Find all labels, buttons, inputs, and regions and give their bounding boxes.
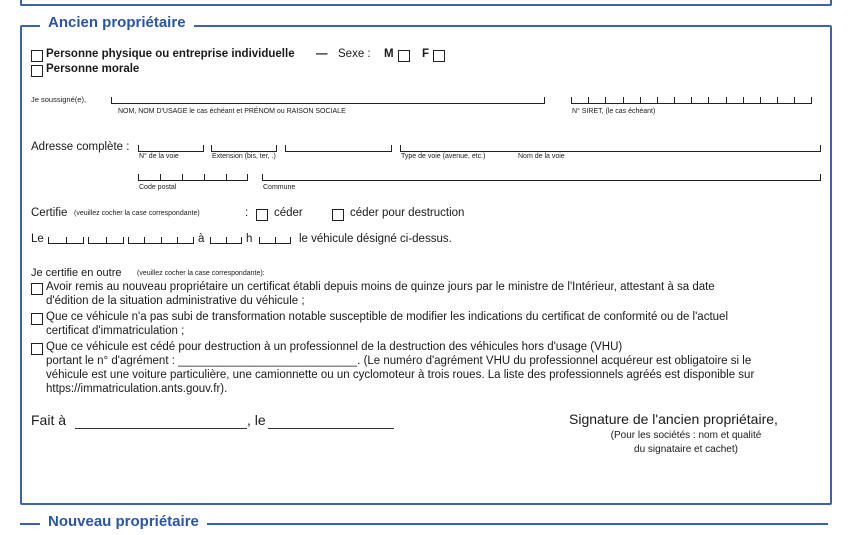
date-h-label: h [246, 233, 253, 245]
item1-line2: d'édition de la situation administrative du véhicule ; [46, 295, 305, 307]
sexe-m-checkbox[interactable] [398, 50, 410, 62]
certifie-note: (veuillez cocher la case correspondante) [74, 210, 200, 217]
date-le-label: Le [31, 233, 44, 245]
nom-voie-hint: Nom de la voie [518, 153, 565, 160]
signature-sub2: du signataire et cachet) [634, 444, 738, 455]
date-a-label: à [198, 233, 205, 245]
soussigne-label: Je soussigné(e), [31, 95, 87, 104]
type-voie-field[interactable] [285, 143, 392, 152]
extension-field[interactable] [211, 143, 277, 152]
commune-field[interactable] [262, 172, 821, 181]
item3-line2: portant le n° d'agrément : ____________________________. (Le numéro d'agrément VHU du professionnel acquéreur est obligatoire si le [46, 355, 752, 367]
name-hint: NOM, NOM D'USAGE le cas échéant et PRÉNOM ou RAISON SOCIALE [118, 108, 346, 115]
ceder-label: céder [274, 207, 303, 219]
date-suffix: le véhicule désigné ci-dessus. [299, 233, 452, 245]
name-field[interactable] [111, 95, 545, 104]
sexe-label: Sexe : [338, 48, 371, 60]
annee-field[interactable] [128, 235, 194, 244]
code-postal-hint: Code postal [139, 184, 177, 191]
certifie-colon: : [245, 207, 249, 219]
item2-line2: certificat d'immatriculation ; [46, 325, 185, 337]
heure-field[interactable] [210, 235, 242, 244]
ceder-destruction-label: céder pour destruction [350, 207, 465, 219]
certifie-outre-note: (veuillez cocher la case correspondante): [137, 270, 265, 277]
ceder-checkbox[interactable] [256, 209, 268, 221]
item2-line1: Que ce véhicule n'a pas subi de transformation notable susceptible de modifier les indications du certificat de conformité ou de l'actuel [46, 311, 728, 323]
commune-hint: Commune [263, 184, 296, 191]
personne-morale-label: Personne morale [46, 63, 140, 75]
jour-field[interactable] [48, 235, 84, 244]
previous-section-frame [20, 0, 832, 6]
item3-line3: véhicule est une voiture particulière, une camionnette ou un cyclomoteur à trois roues. La liste des professionnels agréés est disponible sur [46, 369, 755, 381]
item2-checkbox[interactable] [31, 313, 43, 325]
item3-line4: https://immatriculation.ants.gouv.fr). [46, 383, 228, 395]
signature-title: Signature de l'ancien propriétaire, [569, 411, 778, 427]
minute-field[interactable] [259, 235, 291, 244]
item3-line1: Que ce véhicule est cédé pour destruction à un professionnel de la destruction des véhicules hors d'usage (VHU) [46, 341, 623, 353]
personne-physique-checkbox[interactable] [31, 50, 43, 62]
siret-field[interactable] [571, 95, 812, 104]
sexe-f-checkbox[interactable] [433, 50, 445, 62]
numero-voie-field[interactable] [138, 143, 204, 152]
mois-field[interactable] [88, 235, 124, 244]
siret-hint: N° SIRET, (le cas échéant) [572, 108, 656, 115]
type-voie-hint: Type de voie (avenue, etc.) [401, 153, 486, 160]
fait-le-label: , le [247, 412, 266, 428]
sexe-m-label: M [384, 48, 394, 60]
fait-a-label: Fait à [31, 412, 67, 428]
ceder-destruction-checkbox[interactable] [332, 209, 344, 221]
signature-sub1: (Pour les sociétés : nom et qualité [610, 430, 762, 441]
sexe-f-label: F [422, 48, 430, 60]
dash-separator: — [316, 48, 328, 60]
nom-voie-field[interactable] [400, 143, 821, 152]
adresse-label: Adresse complète : [31, 141, 130, 153]
personne-physique-label: Personne physique ou entreprise individuelle [46, 48, 295, 60]
item3-checkbox[interactable] [31, 343, 43, 355]
extension-hint: Extension (bis, ter, .) [212, 153, 276, 160]
fait-a-field[interactable] [75, 428, 247, 429]
certifie-label: Certifie [31, 207, 68, 219]
section-title: Ancien propriétaire [40, 14, 194, 31]
item1-checkbox[interactable] [31, 283, 43, 295]
personne-morale-checkbox[interactable] [31, 65, 43, 77]
numero-voie-hint: N° de la voie [139, 153, 179, 160]
code-postal-field[interactable] [138, 172, 248, 181]
certifie-outre-label: Je certifie en outre [31, 267, 122, 279]
next-section-title: Nouveau propriétaire [40, 513, 207, 530]
item1-line1: Avoir remis au nouveau propriétaire un certificat établi depuis moins de quinze jours par le ministre de l'Intérieur, attestant à sa date [46, 281, 715, 293]
fait-le-field[interactable] [268, 428, 394, 429]
